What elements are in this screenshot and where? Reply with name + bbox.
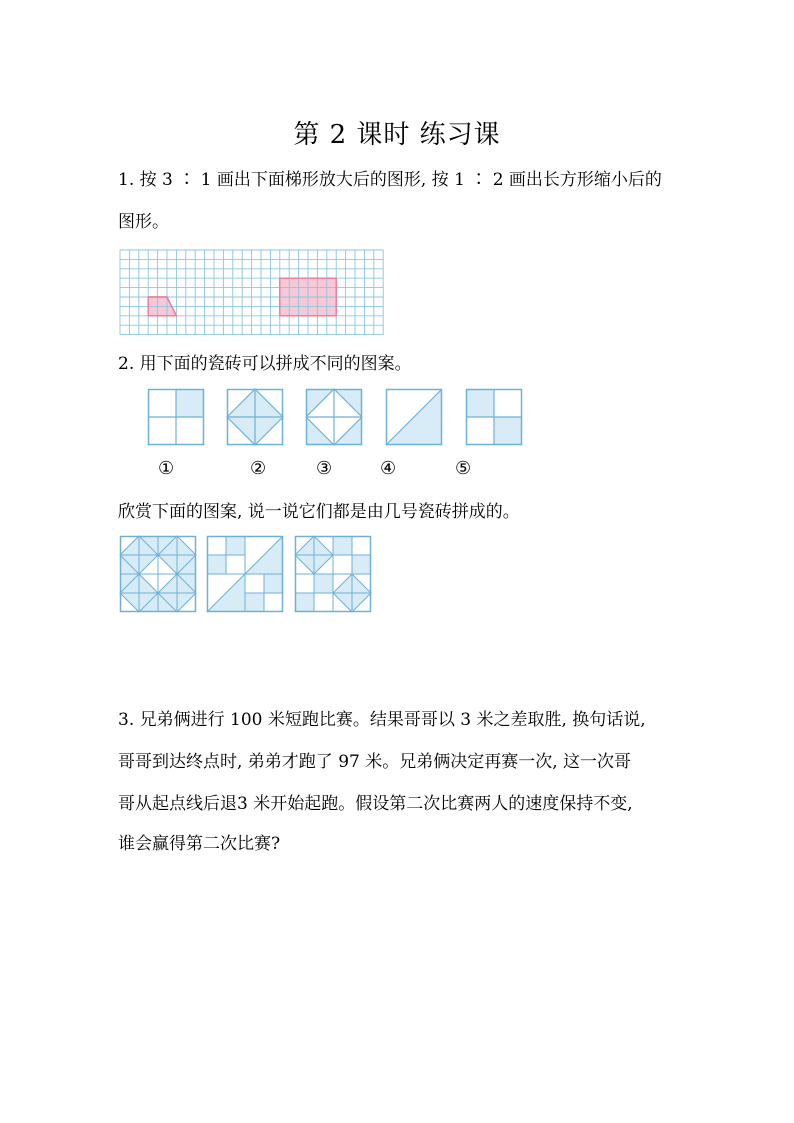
q3-text-line-3: 哥从起点线后退3 米开始起跑。假设第二次比赛两人的速度保持不变, bbox=[118, 794, 633, 814]
tile-label-2: ② bbox=[250, 458, 267, 479]
tile-3 bbox=[306, 389, 362, 445]
tile-1 bbox=[148, 389, 204, 445]
page-title: 第 2 课时 练习课 bbox=[293, 120, 501, 150]
pattern-3 bbox=[295, 536, 371, 612]
tile-5 bbox=[466, 389, 522, 445]
q3-text-line-4: 谁会赢得第二次比赛? bbox=[118, 834, 281, 854]
pattern-2 bbox=[207, 536, 283, 612]
square-grid bbox=[120, 250, 383, 335]
tile-label-1: ① bbox=[158, 458, 175, 479]
q1-text-line-1: 1. 按 3 ∶ 1 画出下面梯形放大后的图形, 按 1 ∶ 2 画出长方形缩小后的 bbox=[118, 170, 662, 190]
q2-text-line-1: 2. 用下面的瓷砖可以拼成不同的图案。 bbox=[118, 354, 412, 374]
pattern-1 bbox=[120, 536, 196, 612]
tile-4 bbox=[386, 389, 442, 445]
tile-label-5: ⑤ bbox=[455, 458, 472, 479]
tile-2 bbox=[227, 389, 283, 445]
q3-text-line-2: 哥哥到达终点时, 弟弟才跑了 97 米。兄弟俩决定再赛一次, 这一次哥 bbox=[118, 752, 632, 772]
q2-text-line-2: 欣赏下面的图案, 说一说它们都是由几号瓷砖拼成的。 bbox=[118, 502, 520, 522]
q3-text-line-1: 3. 兄弟俩进行 100 米短跑比赛。结果哥哥以 3 米之差取胜, 换句话说, bbox=[118, 710, 646, 730]
tile-label-3: ③ bbox=[316, 458, 333, 479]
tile-label-4: ④ bbox=[380, 458, 397, 479]
q1-text-line-2: 图形。 bbox=[118, 212, 169, 232]
